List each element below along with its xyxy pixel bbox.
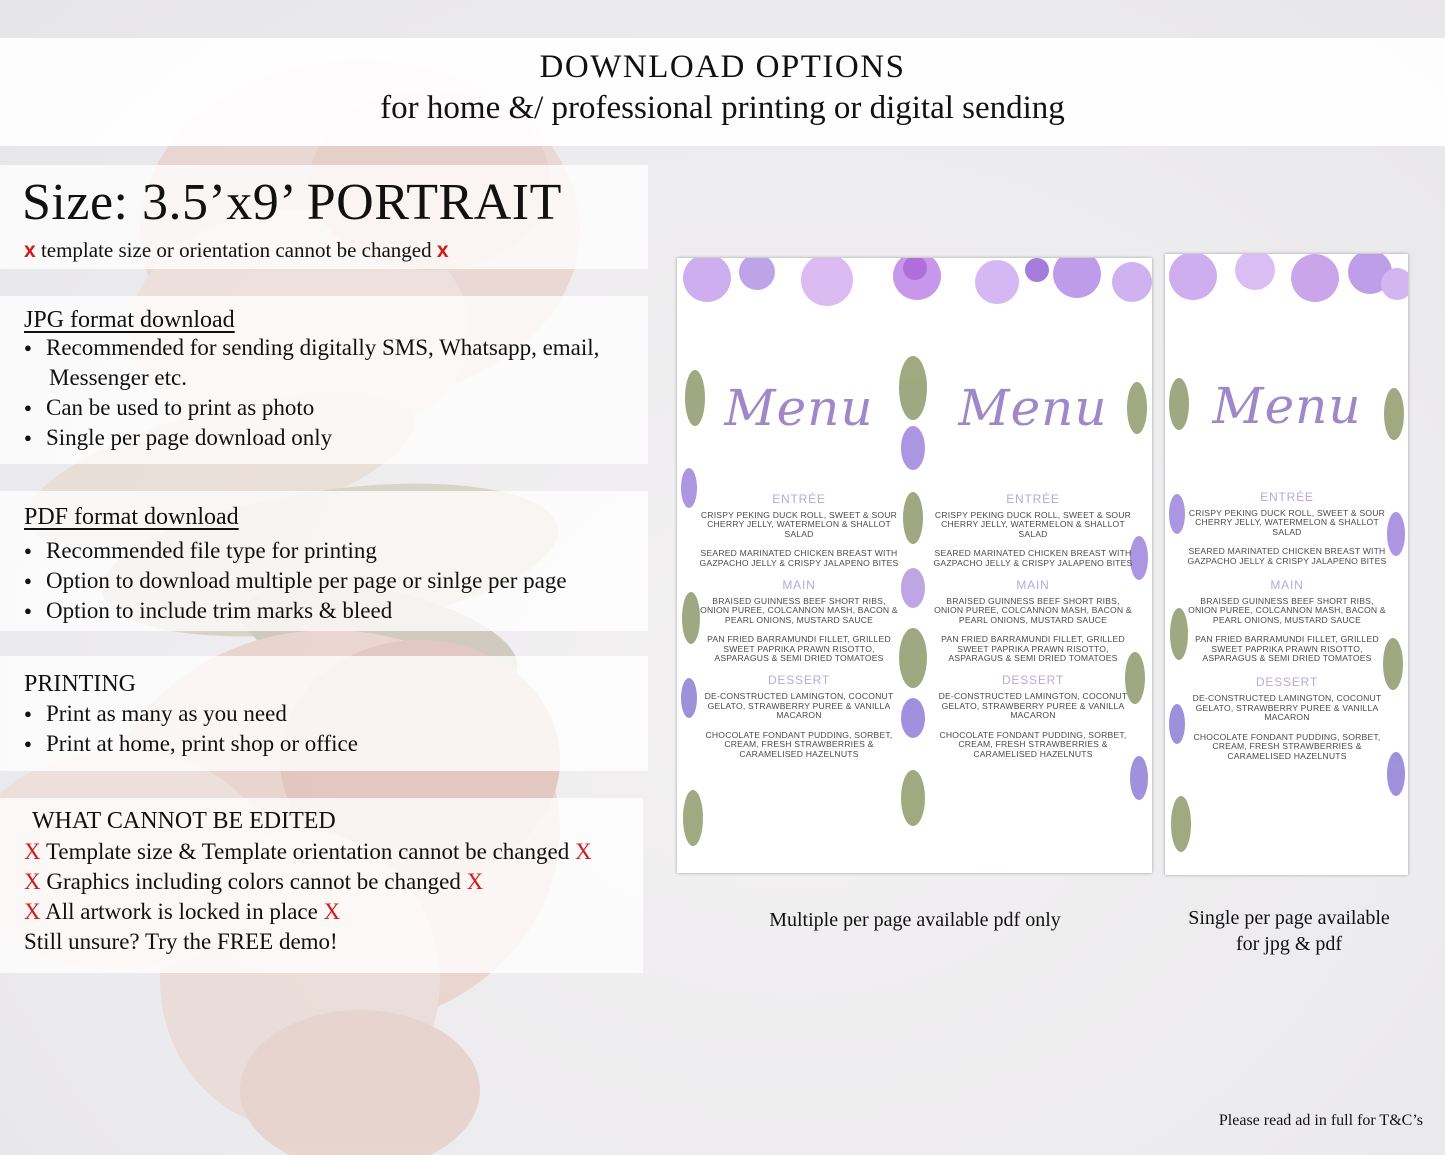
x-mark-icon: x	[24, 239, 36, 262]
list-item: ● Print at home, print shop or office	[24, 729, 358, 759]
x-mark-icon: x	[436, 239, 449, 262]
menu-item: SEARED MARINATED CHICKEN BREAST WITH GAZPACHO JELLY & CRISPY JALAPENO BITES	[1187, 546, 1387, 566]
menu-section-entree: ENTRÉE	[1260, 490, 1314, 504]
single-caption	[1160, 905, 1418, 957]
list-item: ● Recommended for sending digitally SMS, Whatsapp, email,	[24, 333, 599, 363]
menu-item: DE-CONSTRUCTED LAMINGTON, COCONUT GELATO, STRAWBERRY PUREE & VANILLA MACARON	[938, 691, 1128, 721]
list-item: ● Can be used to print as photo	[24, 393, 332, 423]
menu-item: BRAISED GUINNESS BEEF SHORT RIBS, ONION PUREE, COLCANNON MASH, BACON & PEARL ONIONS, MUSTARD SAUCE	[700, 596, 898, 625]
list-item: ● Print as many as you need	[24, 699, 358, 729]
cannot-edit-item: X Template size & Template orientation cannot be changed X	[24, 839, 592, 864]
list-item: ● Option to include trim marks & bleed	[24, 596, 567, 626]
header-subtitle: for home &/ professional printing or digital sending	[380, 90, 1065, 126]
x-mark-icon: X	[24, 899, 41, 924]
menu-item: CHOCOLATE FONDANT PUDDING, SORBET, CREAM, FRESH STRAWBERRIES & CARAMELISED HAZELNUTS	[939, 729, 1127, 759]
multiple-caption: Multiple per page available pdf only	[769, 909, 1061, 931]
printing-list	[24, 699, 358, 759]
x-mark-icon: X	[323, 899, 341, 924]
pdf-heading: PDF format download	[24, 504, 239, 530]
menu-item: SEARED MARINATED CHICKEN BREAST WITH GAZPACHO JELLY & CRISPY JALAPENO BITES	[699, 548, 899, 568]
single-per-page-preview	[1165, 254, 1408, 875]
menu-item: PAN FRIED BARRAMUNDI FILLET, GRILLED SWEET PAPRIKA PRAWN RISOTTO, ASPARAGUS & SEMI DRIED TOMATOES	[1195, 634, 1379, 664]
list-item: ● Option to download multiple per page or sinlge per page	[24, 566, 567, 596]
cannot-edit-heading: WHAT CANNOT BE EDITED	[32, 808, 336, 834]
menu-section-main: MAIN	[1016, 578, 1050, 593]
menu-item: PAN FRIED BARRAMUNDI FILLET, GRILLED SWEET PAPRIKA PRAWN RISOTTO, ASPARAGUS & SEMI DRIED TOMATOES	[941, 634, 1125, 664]
jpg-list	[24, 333, 599, 363]
cannot-edit-item: X Graphics including colors cannot be changed X	[24, 869, 484, 894]
menu-item: DE-CONSTRUCTED LAMINGTON, COCONUT GELATO, STRAWBERRY PUREE & VANILLA MACARON	[1192, 693, 1382, 723]
menu-section-main: MAIN	[782, 578, 816, 593]
footnote: Please read ad in full for T&C’s	[1218, 1112, 1423, 1129]
list-item: ● Single per page download only	[24, 423, 332, 453]
size-note	[24, 237, 449, 264]
menu-item: DE-CONSTRUCTED LAMINGTON, COCONUT GELATO, STRAWBERRY PUREE & VANILLA MACARON	[704, 691, 894, 721]
menu-title: Menu	[958, 379, 1108, 437]
menu-section-entree: ENTRÉE	[1006, 492, 1060, 506]
menu-title: Menu	[724, 379, 874, 437]
menu-section-dessert: DESSERT	[1255, 675, 1319, 690]
menu-item: PAN FRIED BARRAMUNDI FILLET, GRILLED SWEET PAPRIKA PRAWN RISOTTO, ASPARAGUS & SEMI DRIED TOMATOES	[707, 634, 891, 664]
menu-section-entree: ENTRÉE	[772, 492, 826, 506]
single-caption-line1: Single per page available	[1188, 907, 1390, 929]
jpg-heading: JPG format download	[24, 307, 235, 333]
menu-section-main: MAIN	[1270, 578, 1304, 593]
x-mark-icon: X	[574, 839, 592, 864]
pdf-panel	[0, 491, 648, 631]
single-caption-line2: for jpg & pdf	[1235, 933, 1343, 955]
menu-item: CRISPY PEKING DUCK ROLL, SWEET & SOUR CHERRY JELLY, WATERMELON & SHALLOT SALAD	[700, 510, 898, 539]
x-mark-icon: X	[466, 869, 484, 894]
size-panel	[0, 165, 648, 269]
size-title: Size: 3.5’x9’ PORTRAIT	[22, 174, 562, 231]
jpg-continuation: Messenger etc.	[49, 365, 187, 390]
x-mark-icon: X	[24, 869, 41, 894]
menu-item: CRISPY PEKING DUCK ROLL, SWEET & SOUR CHERRY JELLY, WATERMELON & SHALLOT SALAD	[934, 510, 1132, 539]
list-item: ● Recommended file type for printing	[24, 536, 567, 566]
x-mark-icon: X	[24, 839, 41, 864]
menu-item: CHOCOLATE FONDANT PUDDING, SORBET, CREAM, FRESH STRAWBERRIES & CARAMELISED HAZELNUTS	[705, 729, 893, 759]
menu-card-left	[699, 378, 899, 759]
menu-title: Menu	[1212, 377, 1362, 435]
cannot-edit-item: X All artwork is locked in place X	[24, 899, 341, 924]
header-banner	[0, 38, 1445, 146]
menu-item: BRAISED GUINNESS BEEF SHORT RIBS, ONION PUREE, COLCANNON MASH, BACON & PEARL ONIONS, MUSTARD SAUCE	[1188, 596, 1386, 625]
menu-item: BRAISED GUINNESS BEEF SHORT RIBS, ONION PUREE, COLCANNON MASH, BACON & PEARL ONIONS, MUSTARD SAUCE	[934, 596, 1132, 625]
multiple-per-page-preview	[677, 258, 1152, 873]
menu-item: SEARED MARINATED CHICKEN BREAST WITH GAZPACHO JELLY & CRISPY JALAPENO BITES	[933, 548, 1133, 568]
pdf-list	[24, 536, 567, 626]
menu-card-single	[1187, 376, 1387, 761]
demo-note: Still unsure? Try the FREE demo!	[24, 929, 338, 954]
menu-section-dessert: DESSERT	[1001, 673, 1065, 688]
menu-item: CHOCOLATE FONDANT PUDDING, SORBET, CREAM, FRESH STRAWBERRIES & CARAMELISED HAZELNUTS	[1193, 731, 1381, 761]
menu-section-dessert: DESSERT	[767, 673, 831, 688]
printing-heading: PRINTING	[24, 671, 136, 697]
size-note-text: template size or orientation cannot be changed	[40, 238, 432, 262]
jpg-panel	[0, 296, 648, 464]
header-title: DOWNLOAD OPTIONS	[539, 49, 906, 85]
menu-item: CRISPY PEKING DUCK ROLL, SWEET & SOUR CHERRY JELLY, WATERMELON & SHALLOT SALAD	[1188, 508, 1386, 537]
jpg-list-continued	[24, 393, 332, 453]
printing-panel	[0, 656, 648, 771]
cannot-edit-panel	[0, 798, 643, 973]
menu-card-right	[933, 378, 1133, 759]
